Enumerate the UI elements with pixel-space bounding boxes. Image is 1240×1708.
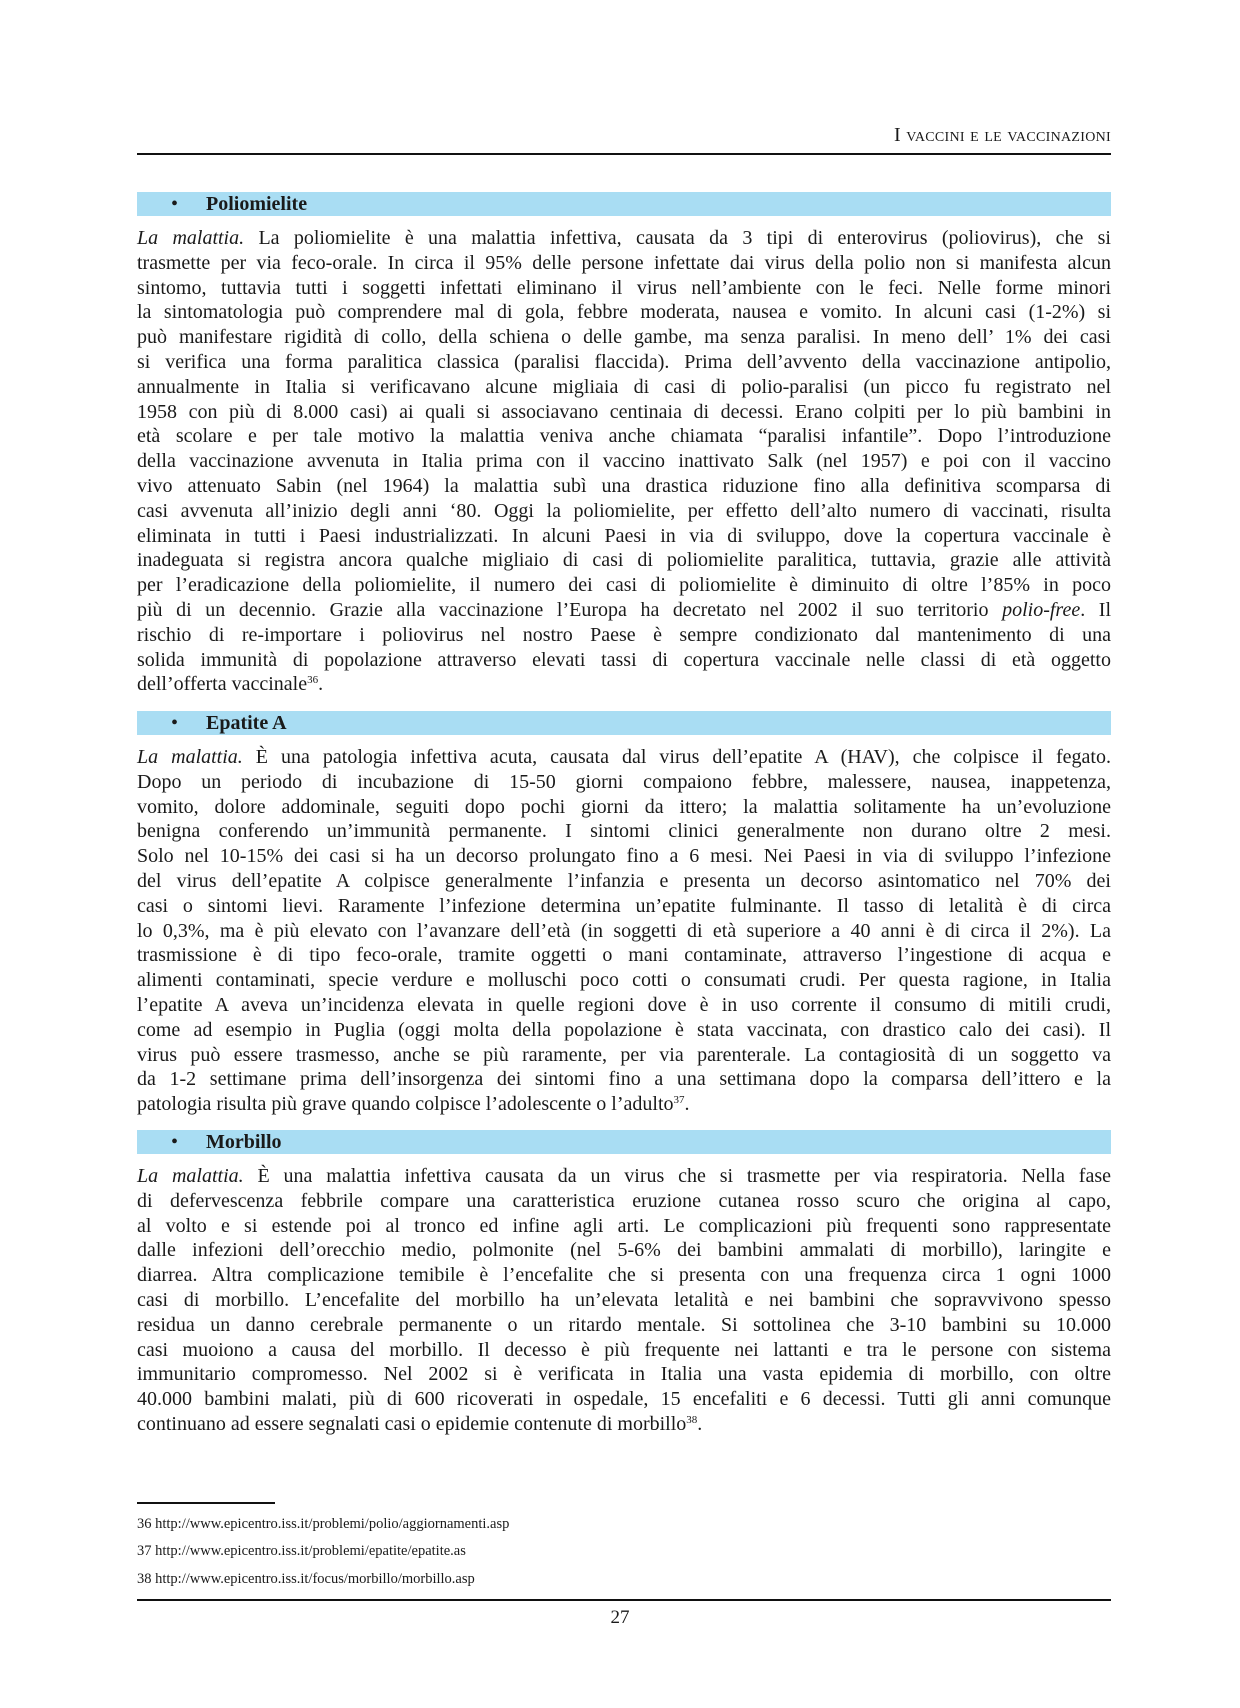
text-line: [137, 573, 1111, 598]
text-line: [137, 449, 1111, 474]
text-run: alimenti contaminati, specie verdure e molluschi poco cotti o consumati crudi. Per questa ragione, in Italia: [137, 969, 1111, 992]
text-run: La poliomielite è una malattia infettiva, causata da 3 tipi di enterovirus (poliovirus), che si: [244, 227, 1111, 249]
section-body-poliomielite: [137, 226, 1111, 697]
text-line: [137, 1263, 1111, 1288]
text-run: sintomo, tuttavia tutti i soggetti infettati eliminano il virus nell’ambiente con le feci. Nelle forme minori: [137, 276, 1111, 299]
text-run: come ad esempio in Puglia (oggi molta della popolazione è stata vaccinata, con drastico calo dei casi). Il: [137, 1018, 1111, 1041]
text-line: [137, 1189, 1111, 1214]
text-run: diarrea. Altra complicazione temibile è l’encefalite che si presenta con una frequenza circa 1 ogni 1000: [137, 1264, 1111, 1287]
text-run: eliminata in tutti i Paesi industrializzati. In alcuni Paesi in via di sviluppo, dove la copertura vaccinale è: [137, 524, 1111, 547]
text-run: È una patologia infettiva acuta, causata dal virus dell’epatite A (HAV), che colpisce il fegato.: [242, 746, 1111, 768]
footnote-separator: [137, 1502, 275, 1504]
text-run: benigna conferendo un’immunità permanente. I sintomi clinici generalmente non durano oltre 2 mesi.: [137, 820, 1111, 843]
text-run: 1958 con più di 8.000 casi) ai quali si associavano centinaia di decessi. Erano colpiti per lo più bambini in: [137, 400, 1111, 423]
bullet-icon: •: [171, 712, 179, 734]
text-run: virus può essere trasmesso, anche se più raramente, per via parenterale. La contagiosità di un soggetto va: [137, 1043, 1111, 1066]
italic-text: polio-free: [1002, 598, 1081, 621]
text-line: [137, 598, 1111, 623]
text-line: [137, 623, 1111, 648]
footnote-37: 37 http://www.epicentro.iss.it/problemi/epatite/epatite.as: [137, 1543, 466, 1559]
text-line: [137, 350, 1111, 375]
text-line: [137, 745, 1111, 770]
text-run: solida immunità di popolazione attraverso elevati tassi di copertura vaccinale nelle classi di età oggetto: [137, 648, 1111, 671]
text-line: [137, 474, 1111, 499]
text-run: È una malattia infettiva causata da un virus che si trasmette per via respiratoria. Nella fase: [243, 1165, 1111, 1187]
text-run: immunitario compromesso. Nel 2002 si è verificata in Italia una vasta epidemia di morbillo, con oltre: [137, 1363, 1111, 1386]
text-line: [137, 819, 1111, 844]
section-body-morbillo: [137, 1164, 1111, 1437]
bullet-icon: •: [171, 1131, 179, 1153]
text-run: trasmissione è di tipo feco-orale, tramite oggetti o mani contaminate, attraverso l’ingestione di acqua e: [137, 944, 1111, 967]
text-run: .: [318, 673, 324, 696]
italic-text: La malattia.: [137, 746, 243, 768]
text-run: per l’eradicazione della poliomielite, il numero dei casi di poliomielite è diminuito di oltre l’85% in poco: [137, 574, 1111, 597]
text-run: della vaccinazione avvenuta in Italia prima con il vaccino inattivato Salk (nel 1957) e poi con il vaccino: [137, 450, 1111, 473]
footnote-reference: 38: [686, 1413, 698, 1426]
text-run: casi o sintomi lievi. Raramente l’infezione determina un’epatite fulminante. Il tasso di letalità è di circa: [137, 894, 1111, 917]
text-run: vivo attenuato Sabin (nel 1964) la malattia subì una drastica riduzione fino alla definitiva scomparsa di: [137, 474, 1111, 497]
text-run: 40.000 bambini malati, più di 600 ricoverati in ospedale, 15 encefaliti e 6 decessi. Tutti gli anni comunque: [137, 1388, 1111, 1411]
italic-text: La malattia.: [137, 1165, 244, 1187]
text-run: vomito, dolore addominale, seguiti dopo pochi giorni da ittero; la malattia solitamente ha un’evoluzione: [137, 795, 1111, 818]
text-line: [137, 943, 1111, 968]
text-run: .: [684, 1093, 690, 1116]
text-line: [137, 1362, 1111, 1387]
text-line: [137, 1092, 1111, 1117]
text-run: età scolare e per tale motivo la malattia veniva anche chiamata “paralisi infantile”. Dopo l’introduzione: [137, 425, 1111, 448]
text-line: [137, 524, 1111, 549]
text-line: [137, 795, 1111, 820]
text-run: lo 0,3%, ma è più elevato con l’avanzare dell’età (in soggetti di età superiore a 40 anni è di circa il 2%). La: [137, 919, 1111, 942]
text-line: [137, 1313, 1111, 1338]
text-line: [137, 499, 1111, 524]
text-run: .: [697, 1412, 703, 1435]
text-line: [137, 325, 1111, 350]
section-title: Epatite A: [206, 712, 287, 734]
section-title: Poliomielite: [206, 193, 308, 215]
text-run: continuano ad essere segnalati casi o epidemie contenute di morbillo: [137, 1412, 687, 1435]
running-header-title: I vaccini e le vaccinazioni: [893, 124, 1111, 146]
text-line: [137, 919, 1111, 944]
text-line: [137, 1043, 1111, 1068]
text-line: [137, 1412, 1111, 1437]
text-line: [137, 1288, 1111, 1313]
bullet-icon: •: [171, 193, 179, 215]
text-line: [137, 375, 1111, 400]
text-line: [137, 300, 1111, 325]
section-body-epatite-a: [137, 745, 1111, 1117]
text-line: [137, 226, 1111, 251]
footnote-reference: 37: [673, 1094, 685, 1107]
italic-text: La malattia.: [137, 227, 245, 249]
footnote-38: 38 http://www.epicentro.iss.it/focus/morbillo/morbillo.asp: [137, 1571, 475, 1587]
text-run: l’epatite A aveva un’incidenza elevata in quelle regioni dove è in uso corrente il consumo di mitili crudi,: [137, 993, 1111, 1016]
text-run: annualmente in Italia si verificavano alcune migliaia di casi di polio-paralisi (un picco fu registrato nel: [137, 375, 1111, 398]
text-line: [137, 276, 1111, 301]
text-run: residua un danno cerebrale permanente o un ritardo mentale. Si sottolinea che 3-10 bambini su 10.000: [137, 1313, 1111, 1336]
text-line: [137, 648, 1111, 673]
text-line: [137, 894, 1111, 919]
text-run: Dopo un periodo di incubazione di 15-50 giorni compaiono febbre, malessere, nausea, inappetenza,: [137, 770, 1111, 793]
text-line: [137, 251, 1111, 276]
section-heading-epatite-a: [137, 711, 1111, 735]
text-line: [137, 672, 1111, 697]
text-run: casi di morbillo. L’encefalite del morbillo ha un’elevata letalità e nei bambini che sopravvivono spesso: [137, 1288, 1111, 1311]
text-line: [137, 1067, 1111, 1092]
text-run: si verifica una forma paralitica classica (paralisi flaccida). Prima dell’avvento della vaccinazione antipolio,: [137, 350, 1111, 373]
text-run: trasmette per via feco-orale. In circa il 95% delle persone infettate dai virus della polio non si manifesta alcun: [137, 251, 1111, 274]
text-run: rischio di re-importare i poliovirus nel nostro Paese è sempre condizionato dal mantenimento di una: [137, 623, 1111, 646]
text-run: Solo nel 10-15% dei casi si ha un decorso prolungato fino a 6 mesi. Nei Paesi in via di sviluppo l’infezione: [137, 845, 1111, 868]
text-line: [137, 1238, 1111, 1263]
text-run: può manifestare rigidità di collo, della schiena o delle gambe, ma senza paralisi. In meno dell’ 1% dei casi: [137, 326, 1111, 349]
section-title: Morbillo: [206, 1131, 282, 1153]
text-line: [137, 770, 1111, 795]
text-run: casi muoiono a causa del morbillo. Il decesso è più frequente nei lattanti e tra le persone con sistema: [137, 1338, 1111, 1361]
text-line: [137, 424, 1111, 449]
footnote-reference: 36: [307, 674, 319, 687]
footer-rule: [137, 1599, 1111, 1601]
text-run: dell’offerta vaccinale: [137, 673, 308, 696]
text-line: [137, 968, 1111, 993]
text-run: patologia risulta più grave quando colpisce l’adolescente o l’adulto: [137, 1093, 674, 1116]
text-line: [137, 1387, 1111, 1412]
text-line: [137, 993, 1111, 1018]
text-line: [137, 1164, 1111, 1189]
text-line: [137, 869, 1111, 894]
text-run: dalle infezioni dell’orecchio medio, polmonite (nel 5-6% dei bambini ammalati di morbillo), laringite e: [137, 1239, 1111, 1262]
text-run: . Il: [1080, 598, 1111, 621]
text-line: [137, 400, 1111, 425]
text-run: la sintomatologia può comprendere mal di gola, febbre moderata, nausea e vomito. In alcuni casi (1-2%) si: [137, 301, 1111, 324]
text-line: [137, 1338, 1111, 1363]
section-heading-poliomielite: [137, 192, 1111, 216]
text-run: di defervescenza febbrile compare una caratteristica eruzione cutanea rosso scuro che origina al capo,: [137, 1189, 1111, 1212]
text-line: [137, 1018, 1111, 1043]
footnote-36: 36 http://www.epicentro.iss.it/problemi/polio/aggiornamenti.asp: [137, 1516, 510, 1532]
text-run: inadeguata si registra ancora qualche migliaio di casi di poliomielite paralitica, tuttavia, grazie alle attività: [137, 549, 1111, 572]
text-run: da 1-2 settimane prima dell’insorgenza dei sintomi fino a una settimana dopo la comparsa dell’ittero e la: [137, 1068, 1111, 1091]
page-number: 27: [610, 1607, 630, 1628]
text-line: [137, 1214, 1111, 1239]
text-run: più di un decennio. Grazie alla vaccinazione l’Europa ha decretato nel 2002 il suo territorio: [137, 598, 1003, 621]
text-line: [137, 844, 1111, 869]
text-run: casi avvenuta all’inizio degli anni ‘80. Oggi la poliomielite, per effetto dell’alto numero di vaccinati, risulta: [137, 499, 1111, 522]
text-run: al volto e si estende poi al tronco ed infine agli arti. Le complicazioni più frequenti sono rappresentate: [137, 1214, 1111, 1237]
text-line: [137, 548, 1111, 573]
text-run: del virus dell’epatite A colpisce generalmente l’infanzia e presenta un decorso asintomatico nel 70% dei: [137, 869, 1111, 892]
section-heading-morbillo: [137, 1130, 1111, 1154]
header-rule: [137, 153, 1111, 155]
